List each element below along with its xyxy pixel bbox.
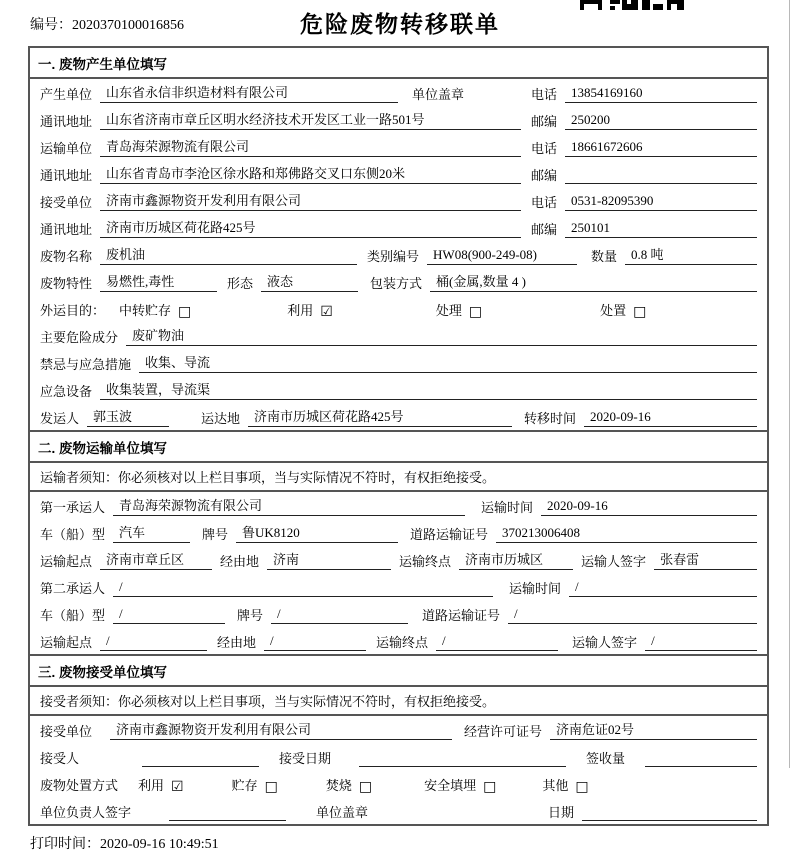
packaging-value: 桶(金属,数量 4 ) [430, 271, 757, 292]
acceptor-value [142, 765, 259, 767]
accepting-unit-value: 济南市鑫源物资开发利用有限公司 [110, 719, 452, 740]
option-label: 处置 [600, 303, 627, 318]
origin-value: 济南市章丘区 [100, 549, 212, 570]
transporter-row [30, 133, 767, 160]
phone-label: 电话 [531, 195, 558, 210]
license-label: 经营许可证号 [464, 724, 543, 739]
print-time: 打印时间：2020-09-16 10:49:51 [30, 837, 219, 852]
transporter-label: 运输单位 [40, 141, 93, 156]
option-label: 安全填埋 [424, 778, 477, 793]
emergency-measures-row [30, 349, 767, 376]
responsible-sign-value [169, 819, 286, 821]
first-carrier-value: 青岛海荣源物流有限公司 [113, 495, 465, 516]
producer-address-row [30, 106, 767, 133]
transporter-sign-value: 张春雷 [654, 549, 757, 570]
disposal-option-landfill [424, 775, 496, 794]
via-value-2: / [264, 633, 366, 651]
vehicle-type-label: 车（船）型 [40, 608, 106, 623]
checkbox-icon: □ [468, 304, 483, 320]
shipper-label: 发运人 [40, 411, 80, 426]
road-permit-label: 道路运输证号 [410, 527, 489, 542]
transfer-time-label: 转移时间 [524, 411, 577, 426]
receiver-notice: 接受者须知：你必须核对以上栏目事项，当与实际情况不符时，有权拒绝接受。 [30, 687, 767, 716]
option-label: 焚烧 [325, 778, 352, 793]
origin-label: 运输起点 [40, 554, 93, 569]
checkbox-icon: □ [264, 779, 278, 795]
origin-label: 运输起点 [40, 635, 93, 650]
shipper-value: 郭玉波 [87, 406, 169, 427]
second-route-row [30, 627, 767, 654]
form-value: 液态 [261, 271, 358, 292]
packaging-label: 包装方式 [370, 276, 423, 291]
hazard-row [30, 322, 767, 349]
hazard-label: 主要危险成分 [40, 330, 119, 345]
form-header [0, 0, 796, 46]
accept-date-value [359, 765, 566, 767]
responsible-sign-label: 单位负责人签字 [40, 805, 132, 820]
vehicle-type-value: 汽车 [113, 522, 190, 543]
emergency-measures-label: 禁忌与应急措施 [40, 357, 132, 372]
road-permit-value: 370213006408 [496, 525, 757, 543]
unit-seal-label: 单位盖章 [412, 87, 465, 102]
emergency-equipment-value: 收集装置，导流渠 [100, 379, 757, 400]
producer-value: 山东省永信非织造材料有限公司 [100, 82, 398, 103]
signed-quantity-value [645, 765, 757, 767]
endpoint-label: 运输终点 [399, 554, 452, 569]
destination-label: 运达地 [201, 411, 241, 426]
transporter-sign-label: 运输人签字 [581, 554, 647, 569]
acceptor-label: 接受人 [40, 751, 80, 766]
checkbox-icon: □ [358, 779, 373, 795]
category-label: 类别编号 [367, 249, 420, 264]
transporter-zip-value [565, 182, 757, 184]
checkbox-checked-icon: ☑ [171, 779, 184, 795]
responsible-sign-row [30, 797, 767, 824]
receiver-label: 接受单位 [40, 195, 93, 210]
transfer-time-value: 2020-09-16 [584, 409, 757, 427]
purpose-option-transfer-storage [119, 300, 191, 319]
hazard-value: 废矿物油 [126, 325, 757, 346]
quantity-label: 数量 [591, 249, 618, 264]
date-value [582, 819, 757, 821]
plate-label: 牌号 [237, 608, 264, 623]
transporter-sign-label: 运输人签字 [572, 635, 638, 650]
second-carrier-label: 第二承运人 [40, 581, 106, 596]
checkbox-icon: □ [575, 779, 589, 795]
option-label: 其他 [542, 778, 569, 793]
receiver-row [30, 187, 767, 214]
zip-label: 邮编 [531, 222, 558, 237]
zip-label: 邮编 [531, 168, 558, 183]
receiver-address-row [30, 214, 767, 241]
second-carrier-value: / [113, 579, 493, 597]
transporter-phone-value: 18661672606 [565, 139, 757, 157]
disposal-option-other [542, 775, 588, 794]
section-1-header: 一. 废物产生单位填写 [30, 48, 767, 79]
option-label: 贮存 [231, 778, 258, 793]
first-vehicle-row [30, 519, 767, 546]
traits-label: 废物特性 [40, 276, 93, 291]
road-permit-value-2: / [508, 606, 757, 624]
via-value: 济南 [267, 549, 391, 570]
disposal-method-row [30, 770, 767, 797]
section-3-header: 三. 废物接受单位填写 [30, 654, 767, 687]
emergency-equipment-label: 应急设备 [40, 384, 93, 399]
form-table [28, 46, 769, 826]
license-value: 济南危证02号 [550, 719, 757, 740]
acceptor-row [30, 743, 767, 770]
form-title: 危险废物转移联单 [300, 11, 500, 37]
checkbox-icon: □ [633, 304, 647, 320]
producer-zip-value: 250200 [565, 112, 757, 130]
plate-value: 鲁UK8120 [236, 522, 398, 543]
receiver-zip-value: 250101 [565, 220, 757, 238]
endpoint-value-2: / [436, 633, 558, 651]
second-vehicle-row [30, 600, 767, 627]
purpose-row [30, 295, 767, 322]
via-label: 经由地 [220, 554, 260, 569]
address-label: 通讯地址 [40, 222, 93, 237]
page-edge-line [789, 0, 790, 768]
producer-row [30, 79, 767, 106]
second-carrier-row [30, 573, 767, 600]
serial-value: 2020370100016856 [72, 18, 184, 33]
transporter-address-value: 山东省青岛市李沧区徐水路和郑佛路交叉口东侧20米 [100, 163, 521, 184]
via-label: 经由地 [217, 635, 257, 650]
receiver-address-value: 济南市历城区荷花路425号 [100, 217, 521, 238]
producer-phone-value: 13854169160 [565, 85, 757, 103]
disposal-option-store [232, 775, 278, 794]
producer-label: 产生单位 [40, 87, 93, 102]
disposal-option-utilize [138, 775, 184, 794]
transport-time-label: 运输时间 [509, 581, 562, 596]
traits-value: 易燃性,毒性 [100, 271, 217, 292]
purpose-option-dispose [600, 300, 646, 319]
option-label: 利用 [287, 303, 314, 318]
purpose-option-utilize [287, 300, 333, 319]
disposal-method-label: 废物处置方式 [40, 778, 119, 793]
accept-date-label: 接受日期 [279, 751, 332, 766]
quantity-value: 0.8 吨 [625, 244, 757, 265]
endpoint-value: 济南市历城区 [459, 549, 573, 570]
waste-name-label: 废物名称 [40, 249, 93, 264]
category-value: HW08(900-249-08) [427, 247, 577, 265]
form-label: 形态 [227, 276, 254, 291]
emergency-measures-value: 收集、导流 [139, 352, 757, 373]
waste-traits-row [30, 268, 767, 295]
second-transport-time-value: / [569, 579, 757, 597]
accepting-unit-label: 接受单位 [40, 724, 93, 739]
address-label: 通讯地址 [40, 168, 93, 183]
checkbox-icon: □ [178, 304, 192, 320]
purpose-label: 外运目的： [40, 303, 106, 318]
vehicle-type-value-2: / [113, 606, 225, 624]
transporter-notice: 运输者须知：你必须核对以上栏目事项，当与实际情况不符时，有权拒绝接受。 [30, 463, 767, 492]
unit-seal-label: 单位盖章 [316, 805, 369, 820]
plate-label: 牌号 [202, 527, 229, 542]
vehicle-type-label: 车（船）型 [40, 527, 106, 542]
address-label: 通讯地址 [40, 114, 93, 129]
origin-value-2: / [100, 633, 207, 651]
receiver-phone-value: 0531-82095390 [565, 193, 757, 211]
option-label: 中转贮存 [119, 303, 172, 318]
phone-label: 电话 [531, 141, 558, 156]
waste-name-value: 废机油 [100, 244, 357, 265]
waste-name-row [30, 241, 767, 268]
producer-address-value: 山东省济南市章丘区明水经济技术开发区工业一路501号 [100, 109, 521, 130]
accepting-unit-row [30, 716, 767, 743]
emergency-equipment-row [30, 376, 767, 403]
transporter-sign-value-2: / [645, 633, 757, 651]
disposal-option-incinerate [326, 775, 372, 794]
road-permit-label: 道路运输证号 [422, 608, 501, 623]
option-label: 处理 [435, 303, 462, 318]
first-carrier-label: 第一承运人 [40, 500, 106, 515]
checkbox-icon: □ [483, 779, 497, 795]
zip-label: 邮编 [531, 114, 558, 129]
phone-label: 电话 [531, 87, 558, 102]
receiver-value: 济南市鑫源物资开发利用有限公司 [100, 190, 521, 211]
first-transport-time-value: 2020-09-16 [541, 498, 757, 516]
purpose-option-treat [436, 300, 482, 319]
first-carrier-row [30, 492, 767, 519]
signed-quantity-label: 签收量 [586, 751, 626, 766]
checkbox-checked-icon: ☑ [320, 304, 333, 320]
transporter-value: 青岛海荣源物流有限公司 [100, 136, 521, 157]
date-label: 日期 [548, 805, 575, 820]
section-2-header: 二. 废物运输单位填写 [30, 430, 767, 463]
endpoint-label: 运输终点 [376, 635, 429, 650]
transport-time-label: 运输时间 [481, 500, 534, 515]
shipper-row [30, 403, 767, 430]
serial-label: 编号： [30, 18, 72, 33]
qr-code-fragment-icon [580, 0, 688, 11]
plate-value-2: / [271, 606, 408, 624]
transporter-address-row [30, 160, 767, 187]
first-route-row [30, 546, 767, 573]
option-label: 利用 [138, 778, 165, 793]
destination-value: 济南市历城区荷花路425号 [248, 406, 512, 427]
